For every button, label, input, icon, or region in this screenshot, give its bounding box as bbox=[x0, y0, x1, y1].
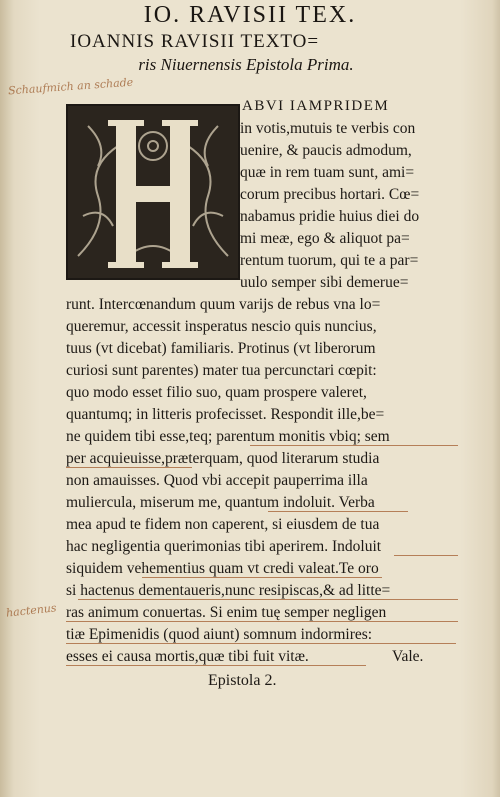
underline-mark bbox=[142, 577, 382, 578]
opener-line: rentum tuorum, qui te a par= bbox=[240, 252, 419, 269]
underline-mark bbox=[78, 599, 458, 600]
body-line: quantumq; in litteris profecisset. Respondit ille,be= bbox=[66, 406, 385, 423]
body-line: queremur, accessit insperatus nescio quis nuncius, bbox=[66, 318, 377, 335]
underline-mark bbox=[268, 511, 408, 512]
opener-line: ABVI IAMPRIDEM bbox=[242, 98, 390, 114]
body-line: quo modo esset filio suo, quam prospere valeret, bbox=[66, 384, 367, 401]
opener-line: corum precibus hortari. Cœ= bbox=[240, 186, 420, 203]
body-line: esses ei causa mortis,quæ tibi fuit vitæ. bbox=[66, 648, 309, 665]
marginal-note-bottom: hactenus bbox=[5, 601, 58, 620]
body-line: runt. Intercœnandum quum varijs de rebus vna lo= bbox=[66, 296, 381, 313]
opener-line: in votis,mutuis te verbis con bbox=[240, 120, 416, 137]
body-line: siquidem vehementius quam vt credi valeat.Te oro bbox=[66, 560, 379, 577]
body-line: ne quidem tibi esse,teq; parentum monitis vbiq; sem bbox=[66, 428, 390, 445]
epistle-title: IOANNIS RAVISII TEXTO= bbox=[70, 31, 320, 52]
body-line: non amauisses. Quod vbi accepit pauperrima illa bbox=[66, 472, 368, 489]
body-line: si hactenus dementaueris,nunc resipiscas,& ad litte= bbox=[66, 582, 391, 599]
body-line: ras animum conuertas. Si enim tuę semper negligen bbox=[66, 604, 387, 621]
underline-mark bbox=[66, 643, 456, 644]
running-head: IO. RAVISII TEX. bbox=[143, 2, 357, 28]
body-line: mea apud te fidem non caperent, si eiusdem de tua bbox=[66, 516, 380, 533]
underline-mark bbox=[66, 621, 458, 622]
opener-line: uenire, & paucis admodum, bbox=[240, 142, 412, 159]
opener-line: uulo semper sibi demerue= bbox=[240, 274, 409, 291]
underline-mark bbox=[250, 445, 458, 446]
body-line: muliercula, miserum me, quantum indoluit. Verba bbox=[66, 494, 375, 511]
body-line: hac negligentia querimonias tibi aperirem. Indoluit bbox=[66, 538, 382, 555]
body-line: tuus (vt dicebat) familiaris. Protinus (vt liberorum bbox=[66, 340, 376, 357]
next-epistle-heading: Epistola 2. bbox=[208, 672, 277, 689]
underline-mark bbox=[66, 467, 192, 468]
opener-line: nabamus pridie huius diei do bbox=[240, 208, 420, 225]
closing-word: Vale. bbox=[392, 648, 424, 665]
marginal-note-top: Schaufmich an schade bbox=[7, 75, 134, 98]
epistle-title-continuation: ris Niuernensis Epistola Prima. bbox=[138, 55, 354, 74]
decorated-initial-woodcut bbox=[68, 106, 238, 278]
underline-mark bbox=[66, 665, 366, 666]
opener-line: quæ in rem tuam sunt, ami= bbox=[240, 164, 415, 181]
body-line: tiæ Epimenidis (quod aiunt) somnum indormires: bbox=[66, 626, 373, 643]
underline-mark bbox=[394, 555, 458, 556]
body-line: curiosi sunt parentes) mater tua percunctari cœpit: bbox=[66, 362, 377, 379]
body-line: per acquieuisse,præterquam, quod literarum studia bbox=[66, 450, 380, 467]
decorated-initial bbox=[66, 104, 240, 280]
opener-line: mi meæ, ego & aliquot pa= bbox=[240, 230, 410, 247]
